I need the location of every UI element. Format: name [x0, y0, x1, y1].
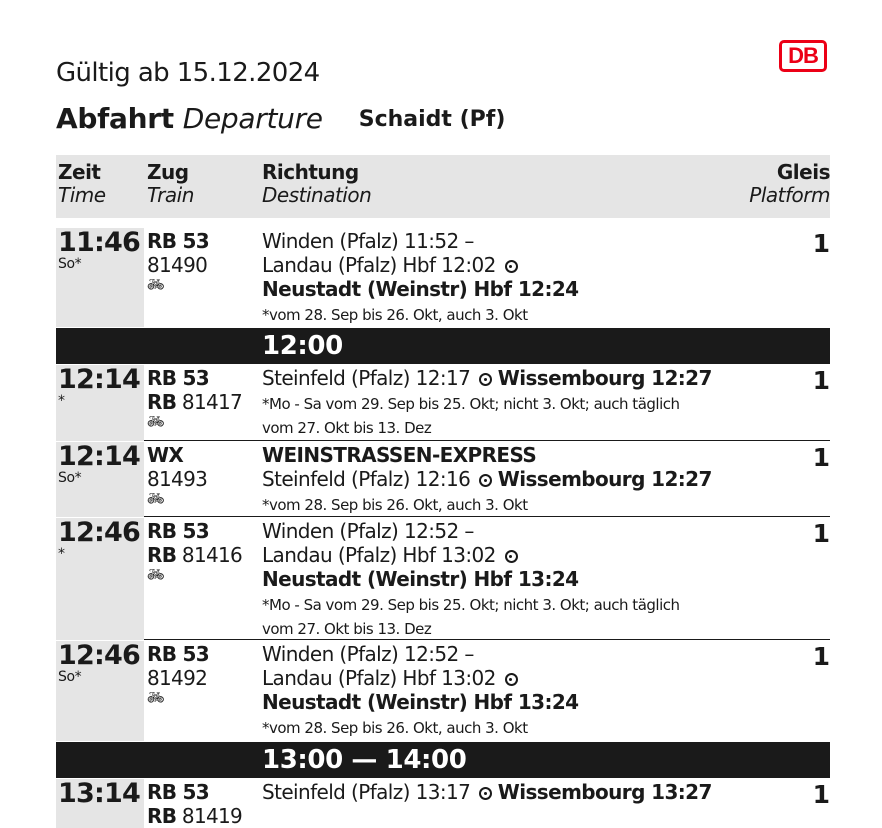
station-name: Schaidt (Pf): [358, 107, 506, 132]
train-prefix: RB: [147, 390, 177, 414]
col-platform-de: Gleis: [776, 160, 830, 184]
train-number: 81490: [147, 253, 208, 277]
footnote: *vom 28. Sep bis 26. Okt, auch 3. Okt: [262, 306, 528, 324]
dest-stop: Steinfeld (Pfalz) 12:16: [262, 467, 471, 491]
platform: 1: [812, 443, 830, 472]
departure-time: 13:14: [58, 778, 140, 809]
dest-final: Wissembourg 12:27: [497, 366, 712, 390]
hour-bar: [56, 742, 830, 778]
train-line: RB 53: [147, 229, 209, 253]
dest-stop: Winden (Pfalz) 12:52 –: [262, 519, 474, 543]
destination: [262, 519, 680, 639]
page-title: [56, 102, 505, 135]
dest-stop: Landau (Pfalz) Hbf 13:02: [262, 543, 496, 567]
row-divider: [144, 440, 830, 441]
dest-stop: Landau (Pfalz) Hbf 13:02: [262, 666, 496, 690]
departure-row: [56, 779, 830, 828]
footnote: vom 27. Okt bis 13. Dez: [262, 620, 432, 638]
dest-final: Wissembourg 12:27: [497, 467, 712, 491]
day-note: *: [58, 546, 65, 562]
col-time-de: Zeit: [58, 160, 101, 184]
dest-final: Neustadt (Weinstr) Hbf 12:24: [262, 277, 579, 301]
col-time: [58, 161, 106, 207]
dest-stop: Winden (Pfalz) 12:52 –: [262, 642, 474, 666]
train-line: RB 53: [147, 780, 209, 804]
col-train: [147, 161, 194, 207]
dest-stop: Landau (Pfalz) Hbf 12:02: [262, 253, 496, 277]
day-note: So*: [58, 669, 82, 685]
table-header: [56, 155, 830, 218]
connection-icon: [505, 260, 518, 273]
destination: [262, 780, 712, 804]
dest-final: Neustadt (Weinstr) Hbf 13:24: [262, 567, 579, 591]
train-info: [147, 443, 207, 507]
departure-row: [56, 442, 830, 517]
train-info: [147, 642, 209, 706]
title-en: Departure: [182, 102, 323, 135]
col-destination-en: Destination: [262, 183, 372, 207]
train-line: RB 53: [147, 366, 209, 390]
dest-final: Wissembourg 13:27: [497, 780, 712, 804]
dest-stop: Winden (Pfalz) 11:52 –: [262, 229, 474, 253]
connection-icon: [505, 673, 518, 686]
train-info: [147, 366, 242, 430]
train-number: 81493: [147, 467, 208, 491]
train-number: 81417: [181, 390, 243, 414]
destination: [262, 366, 712, 438]
hour-bar-label: 13:00 — 14:00: [262, 745, 467, 775]
platform: 1: [812, 366, 830, 395]
train-line: RB 53: [147, 519, 209, 543]
row-divider: [144, 516, 830, 517]
col-platform: [749, 161, 830, 207]
bicycle-icon: 🚲︎: [147, 414, 165, 430]
platform: 1: [812, 229, 830, 258]
hour-bar: [56, 328, 830, 364]
train-info: [147, 229, 209, 293]
row-divider: [144, 639, 830, 640]
departure-row: [56, 228, 830, 327]
departure-row: [56, 641, 830, 741]
col-destination: [262, 161, 371, 207]
footnote: *vom 28. Sep bis 26. Okt, auch 3. Okt: [262, 496, 528, 514]
bicycle-icon: 🚲︎: [147, 491, 165, 507]
departure-row: [56, 518, 830, 640]
departure-time: 11:46: [58, 227, 140, 258]
connection-icon: [479, 474, 492, 487]
bicycle-icon: 🚲︎: [147, 567, 165, 583]
day-note: *: [58, 393, 65, 409]
hour-bar-label: 12:00: [262, 331, 343, 361]
departure-time: 12:14: [58, 364, 140, 395]
platform: 1: [812, 519, 830, 548]
departure-time: 12:46: [58, 517, 140, 548]
footnote: *Mo - Sa vom 29. Sep bis 25. Okt; nicht 3. Okt; auch täglich: [262, 395, 680, 413]
valid-from: Gültig ab 15.12.2024: [56, 58, 320, 88]
db-logo: DB: [779, 40, 827, 72]
train-number: 81416: [181, 543, 243, 567]
train-prefix: RB: [147, 804, 177, 828]
train-line: WX: [147, 443, 184, 467]
col-time-en: Time: [58, 183, 106, 207]
train-line: RB 53: [147, 642, 209, 666]
platform: 1: [812, 780, 830, 809]
connection-icon: [479, 787, 492, 800]
departure-time: 12:14: [58, 441, 140, 472]
connection-icon: [505, 550, 518, 563]
dest-final: Neustadt (Weinstr) Hbf 13:24: [262, 690, 579, 714]
train-number: 81419: [181, 804, 243, 828]
title-de: Abfahrt: [56, 102, 174, 135]
destination: [262, 642, 579, 738]
bicycle-icon: 🚲︎: [147, 690, 165, 706]
train-number: 81492: [147, 666, 208, 690]
train-prefix: RB: [147, 543, 177, 567]
footnote: *vom 28. Sep bis 26. Okt, auch 3. Okt: [262, 719, 528, 737]
departure-time: 12:46: [58, 640, 140, 671]
day-note: So*: [58, 256, 82, 272]
destination: [262, 229, 579, 325]
train-info: [147, 780, 242, 828]
bicycle-icon: 🚲︎: [147, 277, 165, 293]
footnote: vom 27. Okt bis 13. Dez: [262, 419, 432, 437]
destination: [262, 443, 712, 515]
col-platform-en: Platform: [749, 183, 830, 207]
footnote: *Mo - Sa vom 29. Sep bis 25. Okt; nicht 3. Okt; auch täglich: [262, 596, 680, 614]
dest-stop: Steinfeld (Pfalz) 13:17: [262, 780, 471, 804]
col-train-en: Train: [147, 183, 194, 207]
col-train-de: Zug: [147, 160, 189, 184]
train-info: [147, 519, 242, 583]
day-note: So*: [58, 470, 82, 486]
departure-row: [56, 365, 830, 441]
platform: 1: [812, 642, 830, 671]
dest-stop: Steinfeld (Pfalz) 12:17: [262, 366, 471, 390]
connection-icon: [479, 373, 492, 386]
train-name: WEINSTRASSEN-EXPRESS: [262, 443, 537, 467]
col-destination-de: Richtung: [262, 160, 359, 184]
